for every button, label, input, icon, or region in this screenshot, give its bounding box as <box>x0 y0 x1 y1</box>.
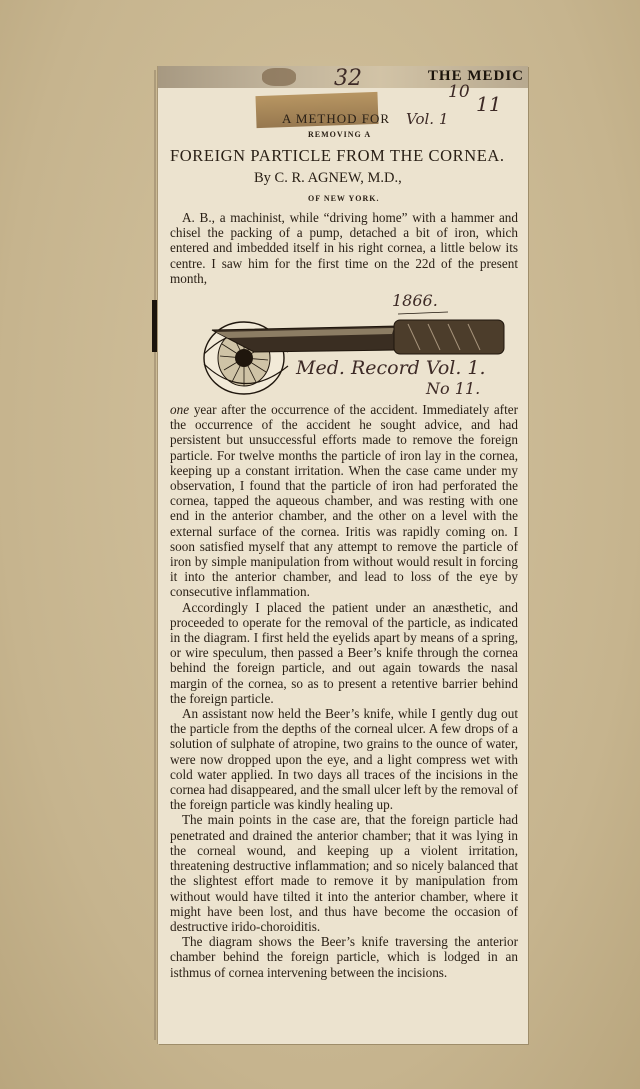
beers-knife-illustration <box>212 312 504 354</box>
paragraph-2-text: year after the occurrence of the accident. Immediately after the occurrence of the accident he sought advice, and had persistent but unsuccessful efforts made to remove the foreign particle. For twelve months the particle of iron lay in the cornea, keeping up a constant irritation. When the case came under my observation, I found that the particle of iron had perforated the cornea, tapped the aqueous chamber, and was resting with one end in the anterior chamber, and the other on a level with the external surface of the cornea. Iritis was rapidly coming on. I soon satisfied myself that any attempt to remove the particle of iron by simple manipulation from without would result in forcing it into the anterior chamber, and lead to loss of the eye by consecutive inflammation. <box>170 402 518 600</box>
page-edge-rule <box>154 70 156 1040</box>
article-subkicker: REMOVING A <box>308 130 372 139</box>
ink-smudge <box>262 68 296 86</box>
handwritten-clip-number: 32 <box>334 66 362 91</box>
paragraph-3: Accordingly I placed the patient under an anæsthetic, and proceeded to operate for the removal of the particle, as indicated in the diagram. I first held the eyelids apart by means of a spring, or wire speculum, then passed a Beer’s knife through the cornea behind the foreign particle, and out again towards the nasal margin of the cornea, so as to present a retentive barrier behind the foreign particle. <box>170 599 518 706</box>
beers-knife-diagram <box>158 294 528 406</box>
handwritten-issue-number: No 11. <box>426 379 481 398</box>
article-location: OF NEW YORK. <box>308 194 380 203</box>
paragraph-1: A. B., a machinist, while “driving home” with a hammer and chisel the packing of a pump, detached a bit of iron, which entered and imbedded itself in his right cornea, a little below its centre. I saw him for the first time on the 22d of the present month, <box>170 210 518 286</box>
paragraph-4: An assistant now held the Beer’s knife, while I gently dug out the particle from the depths of the corneal ulcer. A few drops of a solution of sulphate of atropine, two grains to the ounce of water, were now dropped upon the eye, and a light compress wet with cold water applied. In two days all traces of the incisions in the cornea had disappeared, and the small ulcer left by the removal of the foreign particle was kindly healing up. <box>170 706 518 813</box>
handwritten-citation: Med. Record Vol. 1. <box>296 357 486 379</box>
newspaper-clipping <box>158 66 528 1044</box>
article-title: FOREIGN PARTICLE FROM THE CORNEA. <box>170 146 505 165</box>
paragraph-5: The main points in the case are, that the foreign particle had penetrated and drained the anterior chamber; that it was lying in the corneal wound, and keeping up a violent irritation, threatening destructive inflammation; and so nicely balanced that the slightest effort made to remove it by manipulation from without would have tilted it into the anterior chamber, where it might have been lost, and thus have become the occasion of destructive irido-choroiditis. <box>170 812 518 934</box>
article-body <box>170 402 518 980</box>
handwritten-annotation-2: 11 <box>476 92 502 116</box>
handwritten-year: 1866. <box>392 294 438 310</box>
paragraph-2-italic: one <box>170 402 190 417</box>
paragraph-6: The diagram shows the Beer’s knife traversing the anterior chamber behind the foreign particle, which is lodged in an isthmus of cornea intervening between the incisions. <box>170 934 518 980</box>
handwritten-annotation-3: Vol. 1 <box>406 110 449 128</box>
article-byline: By C. R. AGNEW, M.D., <box>254 170 402 186</box>
handwritten-annotation-1: 10 <box>448 82 470 102</box>
article-kicker: A METHOD FOR <box>282 111 391 126</box>
paragraph-2 <box>170 402 518 600</box>
journal-header: THE MEDIC <box>427 68 524 84</box>
